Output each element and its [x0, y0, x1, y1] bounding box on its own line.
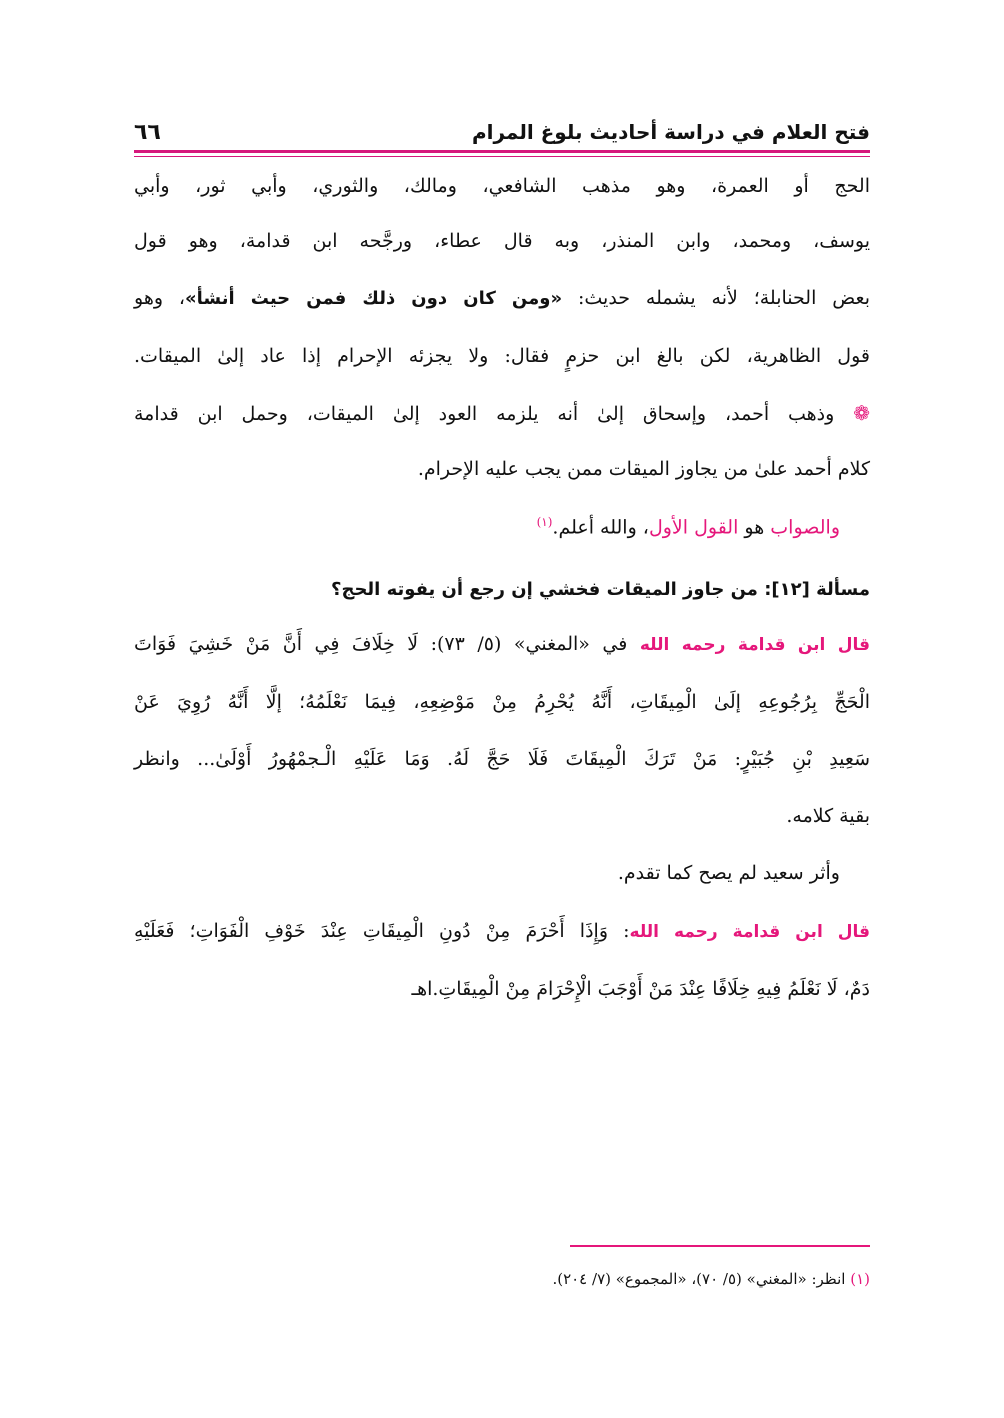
- text-line: سَعِيدِ بْنِ جُبَيْرٍ: مَنْ تَرَكَ الْمِيقَاتَ فَلَا حَجَّ لَهُ. وَمَا عَلَيْهِ الْـجمْهُورُ أَوْلَىٰ... وانظر: [134, 748, 870, 770]
- page-number: ٦٦: [134, 120, 161, 145]
- text-line: بقية كلامه.: [786, 805, 870, 827]
- issue-title: من جاوز الميقات فخشي إن رجع أن يفوته الحج؟: [331, 579, 758, 600]
- flower-ornament-icon: ❁: [853, 401, 870, 425]
- text-line: قول الظاهرية، لكن بالغ ابن حزمٍ فقال: ولا يجزئه الإحرام إذا عاد إلىٰ الميقات.: [134, 345, 870, 367]
- book-title: فتح العلام في دراسة أحاديث بلوغ المرام: [471, 120, 870, 144]
- note-line: وأثر سعيد لم يصح كما تقدم.: [617, 862, 840, 884]
- text-line: قال ابن قدامة رحمه الله في «المغني» (٥/ ٧٣): لَا خِلَافَ فِي أَنَّ مَنْ خَشِيَ فَوَاتَ: [134, 633, 871, 655]
- running-header: [134, 112, 870, 152]
- section-heading: [134, 578, 870, 600]
- footnote-number: (١): [850, 1270, 870, 1288]
- conclusion-line: والصواب هو القول الأول، والله أعلم.$^{(١)}$: [536, 515, 840, 539]
- footnote-ref: (١): [536, 515, 553, 529]
- text-line: بعض الحنابلة؛ لأنه يشمله حديث: «ومن كان دون ذلك فمن حيث أنشأ»، وهو: [134, 287, 870, 309]
- footnote-rule: [570, 1245, 870, 1247]
- text-line: دَمٌ، لَا نَعْلَمُ فِيهِ خِلَافًا عِنْدَ مَنْ أَوْجَبَ الْإِحْرَامَ مِنْ الْمِيقَاتِ.اهـ: [411, 978, 870, 1000]
- text-line: يوسف، ومحمد، وابن المنذر، وبه قال عطاء، ورجَّحه ابن قدامة، وهو قول: [134, 230, 870, 252]
- speaker-label: قال ابن قدامة رحمه الله: [629, 922, 871, 942]
- text-line: ❁ وذهب أحمد، وإسحاق إلىٰ أنه يلزمه العود إلىٰ الميقات، وحمل ابن قدامة: [134, 401, 870, 425]
- text-line: كلام أحمد علىٰ من يجاوز الميقات ممن يجب عليه الإحرام.: [417, 458, 870, 480]
- text-line: الحج أو العمرة، وهو مذهب الشافعي، ومالك، والثوري، وأبي ثور، وأبي: [134, 175, 870, 197]
- speaker-label: قال ابن قدامة رحمه الله: [639, 635, 871, 655]
- footnote: [134, 1270, 870, 1288]
- header-rule-thick: [134, 150, 870, 153]
- header-rule-thin: [134, 156, 870, 157]
- hadith-quote: «ومن كان دون ذلك فمن حيث أنشأ»: [185, 288, 563, 309]
- issue-label: مسألة [١٢]:: [757, 579, 870, 600]
- footnote-text: انظر: «المغني» (٥/ ٧٠)، «المجموع» (٧/ ٢٠٤).: [552, 1270, 851, 1288]
- text-line: الْحَجِّ بِرُجُوعِهِ إلَىٰ الْمِيقَاتِ، أَنَّهُ يُحْرِمُ مِنْ مَوْضِعِهِ، فِيمَا نَعْلَمُهُ؛ إلَّا أَنَّهُ رُوِيَ عَنْ: [134, 691, 870, 713]
- text-line: قال ابن قدامة رحمه الله: وَإِذَا أَحْرَمَ مِنْ دُونِ الْمِيقَاتِ عِنْدَ خَوْفِ الْفَوَاتِ؛ فَعَلَيْهِ: [134, 920, 871, 942]
